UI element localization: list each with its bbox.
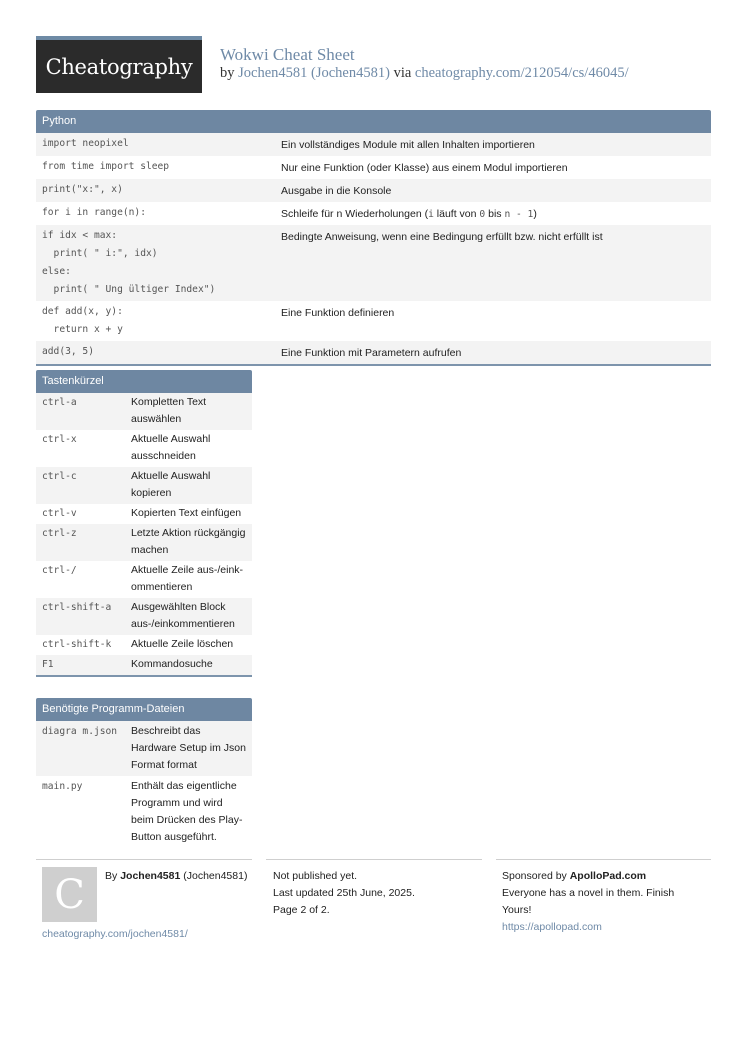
desc-cell: Kompletten Text auswählen	[131, 396, 207, 425]
author-link[interactable]: Jochen4581 (Jochen4581)	[238, 65, 390, 81]
page-number: Page 2 of 2.	[273, 904, 330, 916]
code-cell: import neopixel	[42, 138, 129, 149]
desc-cell: Enthält das eigentliche Programm und wird beim Drücken des Play-Button ausgeführt.	[131, 780, 243, 843]
code-cell: from time import sleep	[42, 161, 170, 172]
section-divider	[36, 675, 252, 677]
code-cell: F1	[42, 659, 54, 670]
code-cell: ctrl-shift-a	[42, 602, 112, 613]
table-row	[36, 524, 252, 561]
desc-cell: Beschreibt das Hardware Setup im Json Format format	[131, 725, 246, 771]
desc-cell: Ausgewählten Block aus-/einkommentieren	[131, 601, 235, 630]
desc-cell: Bedingte Anweisung, wenn eine Bedingung erfüllt bzw. nicht erfüllt ist	[281, 231, 603, 243]
logo-text: Cheatography	[45, 54, 193, 79]
code-cell: if idx < max: print( " i:", idx) else: print( " Ung ültiger Index")	[42, 230, 216, 295]
desc-cell: Kopierten Text einfügen	[131, 507, 242, 519]
code-cell: ctrl-/	[42, 565, 77, 576]
avatar-letter: C	[54, 871, 85, 918]
desc-cell: Nur eine Funktion (oder Klasse) aus einem Modul importieren	[281, 162, 568, 174]
python-section	[36, 110, 711, 366]
table-row	[36, 561, 252, 598]
code-cell: def add(x, y): return x + y	[42, 306, 123, 335]
desc-cell: Ausgabe in die Konsole	[281, 185, 392, 197]
footer-divider	[266, 859, 482, 860]
code-cell: ctrl-z	[42, 528, 77, 539]
table-row	[36, 776, 252, 848]
published-status: Not published yet.	[273, 870, 358, 882]
table-row	[36, 225, 711, 301]
table-row	[36, 202, 711, 225]
code-cell: for i in range(n):	[42, 207, 146, 218]
section-title: Python	[36, 110, 711, 133]
page-title: Wokwi Cheat Sheet	[220, 45, 355, 64]
desc-cell: Letzte Aktion rückgängig machen	[131, 527, 246, 556]
footer-author: By Jochen4581 (Jochen4581)	[105, 870, 248, 882]
desc-cell: Aktuelle Zeile aus-/eink-ommentieren	[131, 564, 244, 593]
code-cell: add(3, 5)	[42, 346, 94, 357]
code-cell: ctrl-x	[42, 434, 77, 445]
code-cell: diagra m.json	[42, 726, 118, 737]
last-updated: Last updated 25th June, 2025.	[273, 887, 415, 899]
section-title: Benötigte Programm-Dateien	[36, 698, 252, 721]
desc-cell: Eine Funktion definieren	[281, 307, 395, 319]
code-cell: ctrl-a	[42, 397, 77, 408]
sponsor-link[interactable]: https://apollopad.com	[502, 921, 602, 933]
table-row	[36, 467, 252, 504]
table-row	[36, 430, 252, 467]
sponsor-name[interactable]: ApolloPad.com	[569, 870, 647, 882]
desc-cell: Aktuelle Zeile löschen	[131, 638, 234, 650]
desc-cell: Aktuelle Auswahl ausschneiden	[131, 433, 211, 462]
author-avatar[interactable]	[42, 867, 97, 922]
files-section	[36, 698, 252, 848]
code-cell: ctrl-v	[42, 508, 77, 519]
table-row	[36, 156, 711, 179]
footer-divider	[36, 859, 252, 860]
table-row	[36, 504, 252, 524]
cheatography-logo[interactable]	[36, 36, 202, 93]
code-cell: print("x:", x)	[42, 184, 123, 195]
section-divider	[36, 364, 711, 366]
profile-link[interactable]: cheatography.com/jochen4581/	[42, 928, 188, 940]
table-row	[36, 133, 711, 156]
footer-divider	[496, 859, 711, 860]
sheet-url-link[interactable]: cheatography.com/212054/cs/46045/	[414, 65, 629, 81]
desc-cell: Eine Funktion mit Parametern aufrufen	[281, 347, 462, 359]
desc-cell: Ein vollständiges Module mit allen Inhalten importieren	[281, 139, 535, 151]
sponsor-line: Sponsored by ApolloPad.com	[502, 870, 647, 882]
shortcuts-section	[36, 370, 252, 677]
desc-cell: Aktuelle Auswahl kopieren	[131, 470, 211, 499]
page-subtitle: by Jochen4581 (Jochen4581) via cheatography.com/212054/cs/46045/	[220, 65, 629, 81]
table-row	[36, 598, 252, 635]
sponsor-text: Everyone has a novel in them. Finish Yours!	[502, 887, 675, 916]
table-row	[36, 301, 711, 341]
desc-cell: Schleife für n Wiederholungen (i läuft von 0 bis n - 1)	[281, 208, 537, 220]
table-row	[36, 721, 252, 776]
section-title: Tastenkürzel	[36, 370, 252, 393]
desc-cell: Kommandosuche	[131, 658, 213, 670]
table-row	[36, 655, 252, 675]
table-row	[36, 179, 711, 202]
table-row	[36, 635, 252, 655]
code-cell: ctrl-shift-k	[42, 639, 112, 650]
code-cell: main.py	[42, 781, 83, 792]
code-cell: ctrl-c	[42, 471, 77, 482]
table-row	[36, 341, 711, 364]
table-row	[36, 393, 252, 430]
footer-author-link[interactable]: Jochen4581	[120, 870, 181, 882]
